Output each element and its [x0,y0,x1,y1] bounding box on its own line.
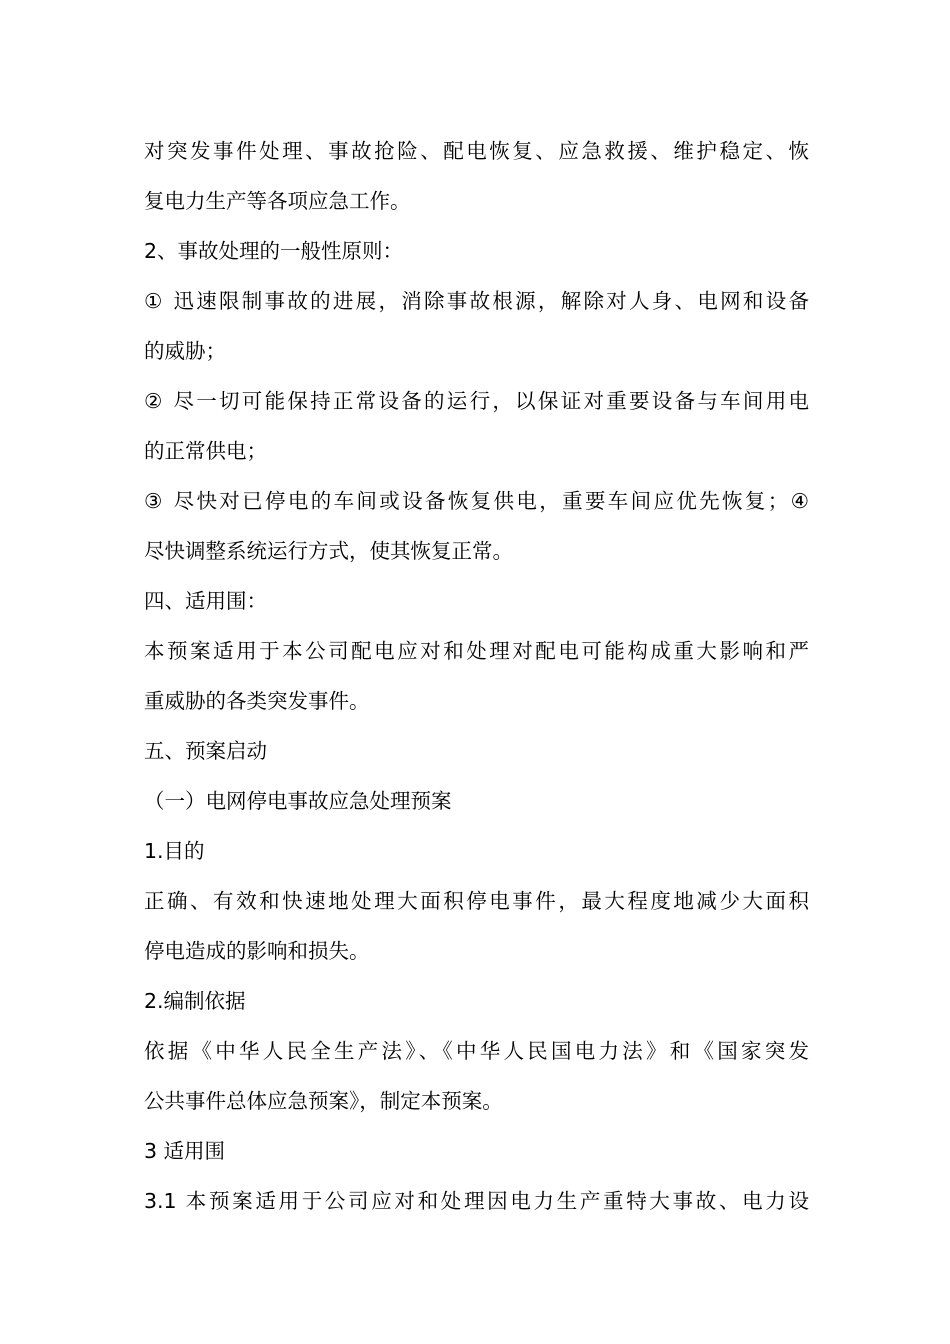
paragraph-line: ② 尽一切可能保持正常设备的运行，以保证对重要设备与车间用电 [144,389,809,413]
document-body [144,126,809,1226]
paragraph-line: 对突发事件处理、事故抢险、配电恢复、应急救援、维护稳定、恢 [144,139,809,163]
paragraph-line: 重威胁的各类突发事件。 [144,689,370,713]
paragraph-line: ③ 尽快对已停电的车间或设备恢复供电，重要车间应优先恢复；④ [144,489,809,513]
section-heading: 2、事故处理的一般性原则： [144,239,404,263]
subsection-heading: 2.编制依据 [144,989,246,1013]
paragraph-line: 尽快调整系统运行方式，使其恢复正常。 [144,539,513,563]
paragraph-line: 停电造成的影响和损失。 [144,939,370,963]
paragraph-line: 的正常供电； [144,439,267,463]
paragraph-line: 3.1 本预案适用于公司应对和处理因电力生产重特大事故、电力设 [144,1189,809,1213]
paragraph-line: ① 迅速限制事故的进展，消除事故根源，解除对人身、电网和设备 [144,289,809,313]
section-heading: 四、适用围： [144,589,267,613]
paragraph-line: 复电力生产等各项应急工作。 [144,189,411,213]
subsection-heading: （一）电网停电事故应急处理预案 [144,789,452,813]
paragraph-line: 本预案适用于本公司配电应对和处理对配电可能构成重大影响和严 [144,639,809,663]
section-heading: 五、预案启动 [144,739,267,763]
paragraph-line: 的威胁； [144,339,226,363]
paragraph-line: 正确、有效和快速地处理大面积停电事件，最大程度地减少大面积 [144,889,809,913]
subsection-heading: 3 适用围 [144,1139,226,1163]
subsection-heading: 1.目的 [144,839,205,863]
paragraph-line: 公共事件总体应急预案》，制定本预案。 [144,1089,503,1113]
paragraph-line: 依据《中华人民全生产法》、《中华人民国电力法》和《国家突发 [144,1039,809,1063]
